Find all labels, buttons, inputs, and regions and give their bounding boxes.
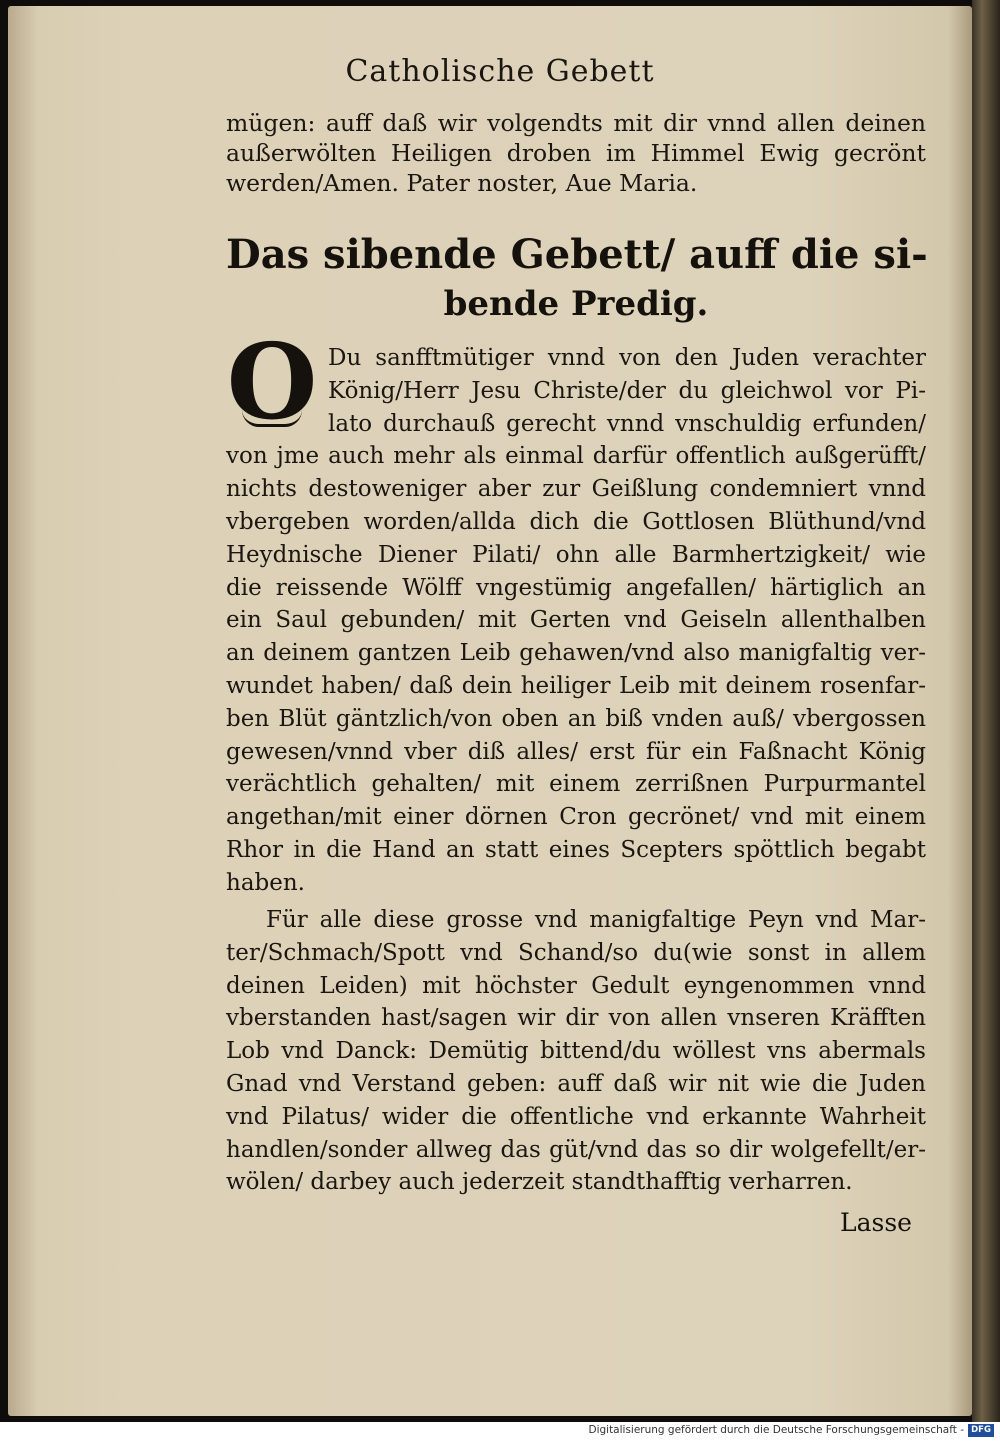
text-line: Gnad vnd Verstand geben: auff daß wir nit wie die Juden — [226, 1070, 926, 1097]
text-line: verächtlich gehalten/ mit einem zerrißnen Purpurmantel — [226, 771, 926, 798]
paragraph-2 — [226, 904, 926, 1199]
drop-cap-initial: O — [224, 334, 320, 430]
page-edge — [972, 0, 1000, 1422]
text-line: haben. — [226, 869, 305, 896]
text-line: werden/Amen. Pater noster, Aue Maria. — [226, 169, 698, 197]
paragraph-1 — [226, 342, 926, 900]
text-line: deinen Leiden) mit höchster Gedult eyngenommen vnnd — [226, 972, 926, 999]
text-line: Lob vnd Danck: Demütig bittend/du wöllest vns abermals — [226, 1038, 926, 1065]
text-line: Du sanfftmütiger vnnd von den Juden verachter — [328, 345, 926, 371]
text-line: die reissende Wölff vngestümig angefallen/ härtiglich an — [226, 574, 926, 601]
text-line: an deinem gantzen Leib gehawen/vnd also manigfaltig ver- — [226, 640, 926, 667]
text-line: nichts destoweniger aber zur Geißlung condemniert vnnd — [226, 476, 926, 503]
prayer-heading — [226, 228, 926, 326]
text-line: angethan/mit einer dörnen Cron gecrönet/ vnd mit einem — [226, 804, 926, 831]
text-line: mügen: auff daß wir volgendts mit dir vnnd allen deinen — [226, 109, 926, 137]
text-line: gewesen/vnnd vber diß alles/ erst für ein Faßnacht König — [226, 738, 926, 765]
text-line: vbergeben worden/allda dich die Gottlosen Blüthund/vnd — [226, 508, 926, 535]
dfg-logo-icon[interactable]: DFG — [968, 1424, 994, 1437]
continuation-text — [226, 108, 926, 198]
text-line: außerwölten Heiligen droben im Himmel Ewig gecrönt — [226, 139, 926, 167]
text-line: von jme auch mehr als einmal darfür offentlich außgerüfft/ — [226, 443, 926, 470]
text-line: handlen/sonder allweg das güt/vnd das so dir wolgefellt/er- — [226, 1136, 926, 1163]
text-line: Heydnische Diener Pilati/ ohn alle Barmhertzigkeit/ wie — [226, 541, 926, 568]
text-line: lato durchauß gerecht vnnd vnschuldig erfunden/ — [328, 410, 926, 437]
text-line: wölen/ darbey auch jederzeit standthafftig verharren. — [226, 1169, 853, 1196]
text-line: Rhor in die Hand an statt eines Scepters spöttlich begabt — [226, 836, 926, 863]
heading-line-2: bende Predig. — [443, 284, 709, 324]
heading-line-1: Das sibende Gebett/ auff die si- — [226, 231, 928, 278]
text-line: vnd Pilatus/ wider die offentliche vnd erkannte Wahrheit — [226, 1103, 926, 1130]
running-head: Catholische Gebett — [345, 54, 655, 89]
funding-notice: Digitalisierung gefördert durch die Deutsche Forschungsgemeinschaft - — [588, 1424, 964, 1436]
text-line: vberstanden hast/sagen wir dir von allen vnseren Kräfften — [226, 1005, 926, 1032]
text-line: wundet haben/ daß dein heiliger Leib mit deinem rosenfar- — [226, 672, 926, 699]
catchword: Lasse — [840, 1208, 912, 1237]
text-line: ben Blüt gäntzlich/von oben an biß vnden auß/ vbergossen — [226, 705, 926, 732]
text-line: ter/Schmach/Spott vnd Schand/so du(wie sonst in allem — [226, 939, 926, 966]
text-line: Für alle diese grosse vnd manigfaltige Peyn vnd Mar- — [266, 907, 926, 933]
text-line: König/Herr Jesu Christe/der du gleichwol vor Pi- — [328, 377, 926, 404]
text-line: ein Saul gebunden/ mit Gerten vnd Geiseln allenthalben — [226, 607, 926, 634]
